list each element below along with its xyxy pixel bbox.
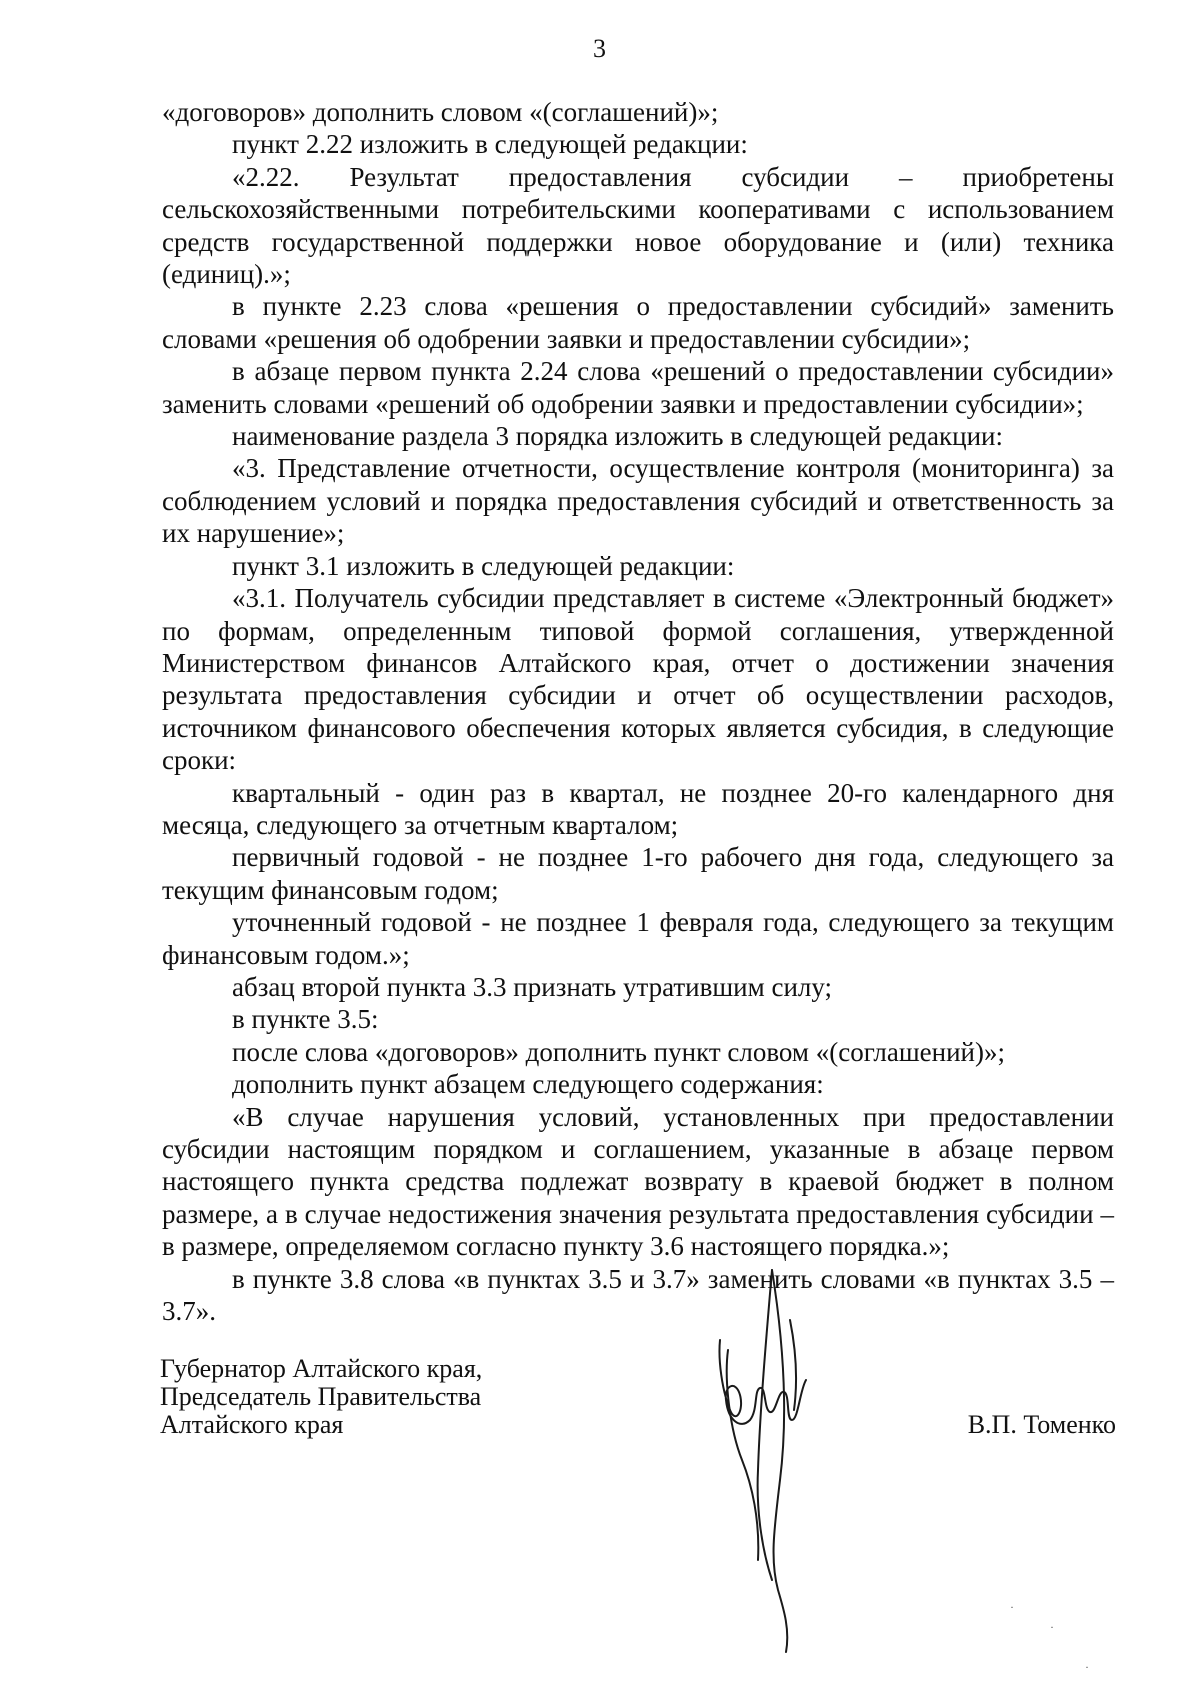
paragraph: в пункте 2.23 слова «решения о предоставлении субсидий» заменить словами «решения об одобрении заявки и предоставлении субсидии»; (162, 291, 1114, 354)
scan-speck: · (1050, 1620, 1054, 1634)
paragraph: пункт 3.1 изложить в следующей редакции: (232, 550, 735, 581)
document-body (162, 96, 1114, 1327)
signatory-name: В.П. Томенко (967, 1410, 1116, 1439)
paragraph: в пункте 3.5: (232, 1004, 379, 1035)
paragraph: в пункте 3.8 слова «в пунктах 3.5 и 3.7» заменить словами «в пунктах 3.5 – 3.7». (162, 1263, 1114, 1327)
signatory-title-line: Алтайского края (160, 1410, 344, 1439)
paragraph: «2.22. Результат предоставления субсидии – приобретены сельскохозяйственными потребительскими кооперативами с использованием средств государственной поддержки новое оборудование и (или) техника (единиц).»; (162, 161, 1114, 290)
paragraph: «договоров» дополнить словом «(соглашений)»; (162, 97, 719, 127)
paragraph: квартальный - один раз в квартал, не позднее 20-го календарного дня месяца, следующего за отчетным кварталом; (162, 777, 1114, 840)
paragraph: «3.1. Получатель субсидии представляет в системе «Электронный бюджет» по формам, определенным типовой формой соглашения, утвержденной Министерством финансов Алтайского края, отчет о достижении значения результата предоставления субсидии и отчет об осуществлении расходов, источником финансового обеспечения которых является субсидия, в следующие сроки: (162, 583, 1114, 776)
paragraph: после слова «договоров» дополнить пункт словом «(соглашений)»; (232, 1036, 1005, 1067)
paragraph: абзац второй пункта 3.3 признать утратившим силу; (232, 971, 833, 1002)
signatory-title-line: Председатель Правительства (160, 1382, 482, 1411)
paragraph: уточненный годовой - не позднее 1 февраля года, следующего за текущим финансовым годом.»; (162, 907, 1114, 970)
scan-speck: · (1010, 1600, 1014, 1614)
paragraph: в абзаце первом пункта 2.24 слова «решений о предоставлении субсидии» заменить словами «решений об одобрении заявки и предоставлении субсидии»; (162, 356, 1114, 419)
signatory-title-line: Губернатор Алтайского края, (160, 1354, 483, 1383)
paragraph: пункт 2.22 изложить в следующей редакции: (232, 129, 748, 160)
paragraph: дополнить пункт абзацем следующего содержания: (232, 1069, 824, 1100)
paragraph: наименование раздела 3 порядка изложить в следующей редакции: (232, 421, 1003, 452)
page-number: 3 (593, 34, 607, 63)
scan-speck: · (1085, 1660, 1089, 1674)
paragraph: первичный годовой - не позднее 1-го рабочего дня года, следующего за текущим финансовым годом; (162, 842, 1114, 905)
signatory-title (160, 1355, 482, 1439)
paragraph: «3. Представление отчетности, осуществление контроля (мониторинга) за соблюдением условий и порядка предоставления субсидий и ответственность за их нарушение»; (162, 453, 1114, 549)
handwritten-signature (700, 1260, 840, 1660)
paragraph: «В случае нарушения условий, установленных при предоставлении субсидии настоящим порядком и соглашением, указанные в абзаце первом настоящего пункта средства подлежат возврату в краевой бюджет в полном размере, а в случае недостижения значения результата предоставления субсидии – в размере, определяемом согласно пункту 3.6 настоящего порядка.»; (162, 1101, 1114, 1262)
